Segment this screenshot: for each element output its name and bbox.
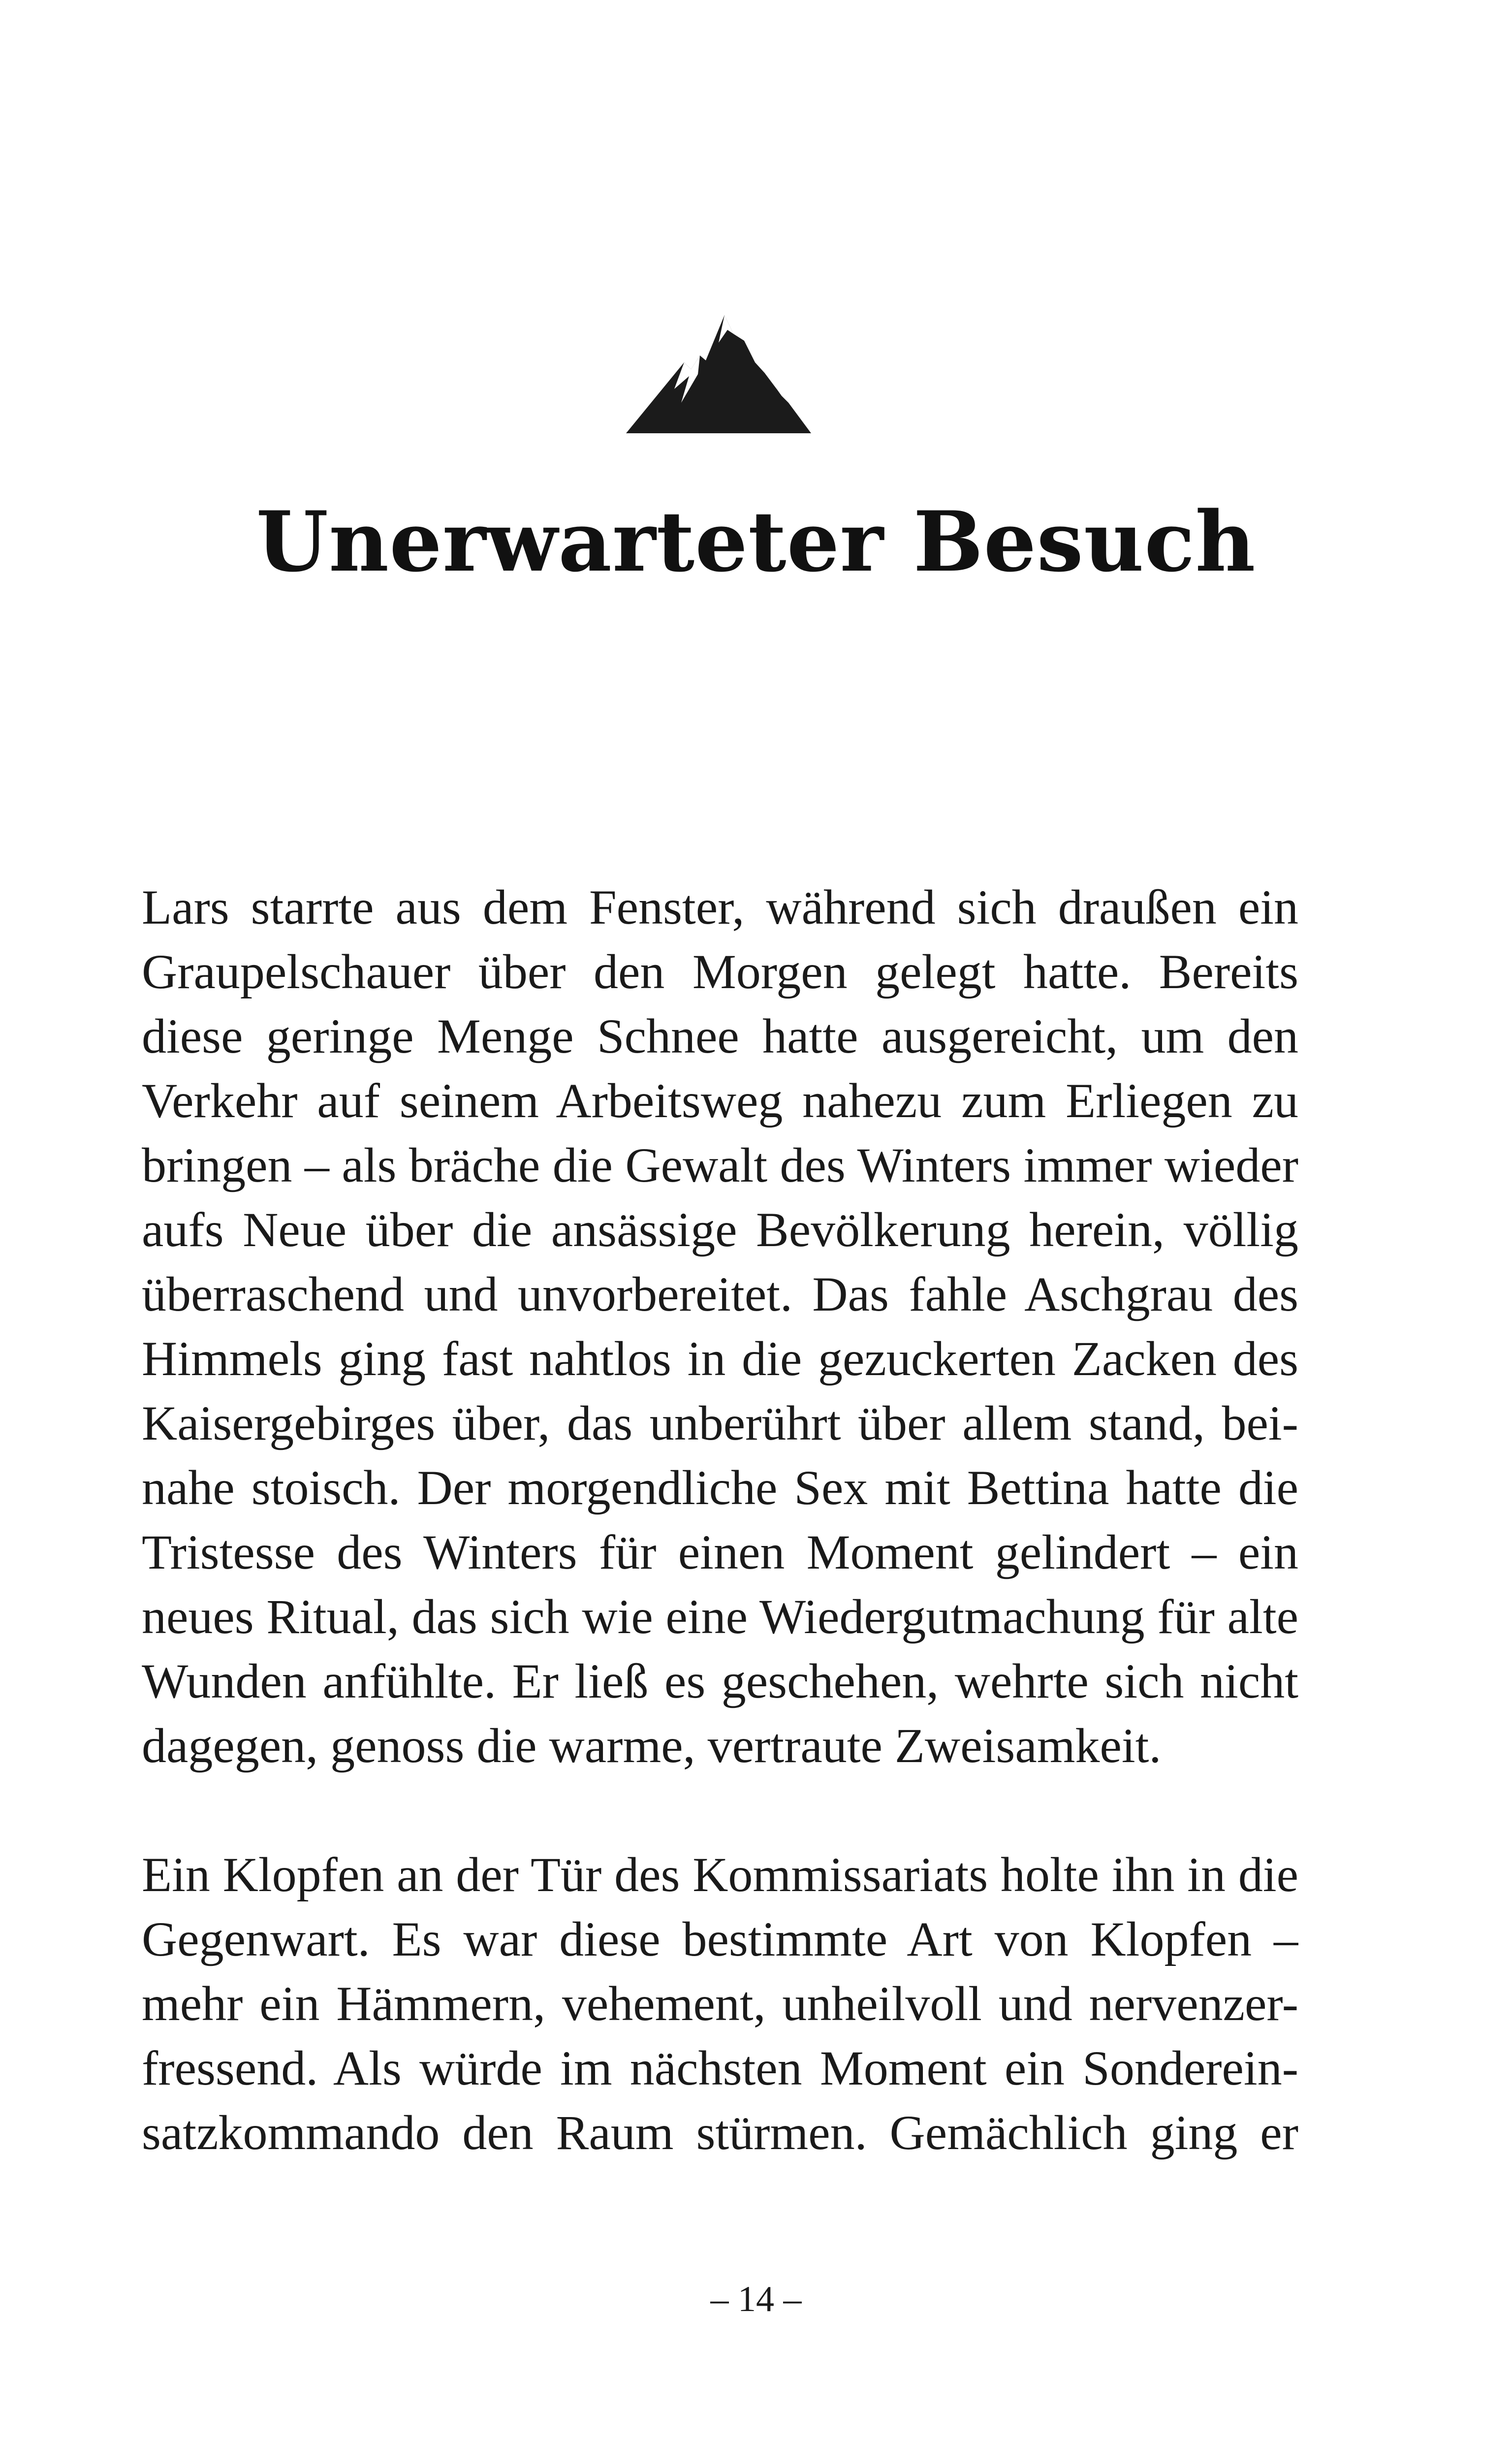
- mountain-peaks-icon: [626, 315, 811, 433]
- text-line: dagegen, genoss die warme, vertraute Zweisamkeit.: [142, 1718, 1162, 1773]
- text-line: fressend. Als würde im nächsten Moment ein Sonderein-: [142, 2041, 1298, 2095]
- text-line: diese geringe Menge Schnee hatte ausgereicht, um den: [142, 1009, 1298, 1063]
- text-line: Gegenwart. Es war diese bestimmte Art von Klopfen –: [142, 1912, 1298, 1966]
- text-line: satzkommando den Raum stürmen. Gemächlich ging er: [142, 2105, 1298, 2160]
- text-line: Wunden anfühlte. Er ließ es geschehen, wehrte sich nicht: [142, 1654, 1298, 1708]
- text-line: nahe stoisch. Der morgendliche Sex mit Bettina hatte die: [142, 1460, 1298, 1515]
- text-line: Himmels ging fast nahtlos in die gezuckerten Zacken des: [142, 1331, 1298, 1386]
- text-line: aufs Neue über die ansässige Bevölkerung herein, völlig: [142, 1202, 1298, 1257]
- text-line: Ein Klopfen an der Tür des Kommissariats holte ihn in die: [142, 1847, 1298, 1902]
- text-line: neues Ritual, das sich wie eine Wiedergutmachung für alte: [142, 1589, 1298, 1644]
- text-line: Tristesse des Winters für einen Moment gelindert – ein: [142, 1525, 1298, 1579]
- text-line: bringen – als bräche die Gewalt des Winters immer wieder: [142, 1138, 1298, 1192]
- paragraph: [142, 1842, 1298, 2165]
- text-line: Verkehr auf seinem Arbeitsweg nahezu zum Erliegen zu: [142, 1073, 1298, 1128]
- text-line: überraschend und unvorbereitet. Das fahle Aschgrau des: [142, 1267, 1298, 1321]
- text-line: Kaisergebirges über, das unberührt über allem stand, bei-: [142, 1396, 1298, 1450]
- paragraph: [142, 875, 1298, 1778]
- paragraph-spacer: [142, 1778, 1298, 1842]
- text-line: Lars starrte aus dem Fenster, während sich draußen ein: [142, 880, 1298, 934]
- page-number: – 14 –: [710, 2279, 802, 2319]
- text-line: mehr ein Hämmern, vehement, unheilvoll und nervenzer-: [142, 1976, 1298, 2031]
- text-line: Graupelschauer über den Morgen gelegt hatte. Bereits: [142, 944, 1298, 999]
- body-text: [142, 875, 1298, 2165]
- chapter-title: Unerwarteter Besuch: [256, 493, 1256, 590]
